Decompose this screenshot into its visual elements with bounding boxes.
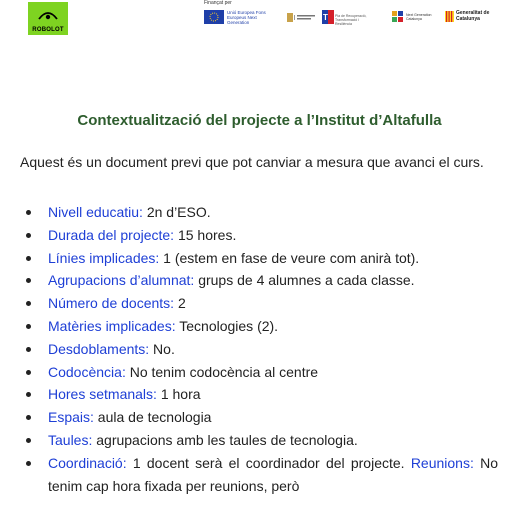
spain-government-logo-icon — [287, 13, 317, 22]
item-key: Coordinació: — [48, 454, 127, 471]
bullet-icon — [26, 461, 31, 466]
list-item — [20, 338, 498, 361]
list-item — [20, 292, 498, 315]
bullet-icon — [26, 210, 31, 215]
recovery-plan-logo-icon — [322, 10, 334, 24]
list-item — [20, 224, 498, 247]
list-item — [20, 361, 498, 384]
robolot-logo-text: ROBOLOT — [32, 27, 64, 33]
item-value: agrupacions amb les taules de tecnologia. — [92, 431, 358, 448]
item-key: Nivell educatiu: — [48, 204, 143, 220]
list-item — [20, 406, 498, 429]
svg-text:T: T — [323, 13, 328, 22]
robot-icon — [37, 5, 59, 23]
item-key: Taules: — [48, 431, 93, 448]
intro-paragraph: Aquest és un document previ que pot canviar a mesura que avanci el curs. — [20, 154, 484, 170]
generalitat-text: Generalitat de Catalunya — [456, 10, 490, 22]
eu-flag-icon — [204, 10, 224, 24]
item-key: Número de docents: — [48, 295, 175, 312]
bullet-icon — [26, 301, 31, 306]
robolot-logo — [28, 2, 68, 35]
bullet-icon — [26, 370, 31, 375]
bullet-icon — [26, 278, 31, 283]
item-key-secondary: Reunions: — [410, 454, 474, 471]
project-details-list — [20, 201, 498, 497]
list-item — [20, 452, 498, 498]
item-key: Línies implicades: — [48, 249, 160, 266]
list-item — [20, 383, 498, 406]
item-value: 1 (estem en fase de veure com anirà tot). — [159, 249, 420, 266]
item-key: Agrupacions d’alumnat: — [48, 272, 195, 289]
item-key: Espais: — [48, 409, 94, 426]
list-item — [20, 429, 498, 452]
bullet-icon — [26, 324, 31, 329]
header-logos — [0, 0, 519, 44]
bullet-icon — [26, 233, 31, 238]
item-key: Codocència: — [48, 363, 126, 380]
item-value-secondary: No tenim cap hora fixada per reunions, però — [48, 454, 498, 494]
item-value: grups de 4 alumnes a cada classe. — [194, 272, 415, 289]
bullet-icon — [26, 392, 31, 397]
next-generation-catalunya-logo-icon — [392, 11, 404, 22]
list-item — [20, 247, 498, 270]
recovery-plan-text: Pla de Recuperació, Transformació i Resiliència — [335, 14, 367, 26]
item-value: 2n d’ESO. — [142, 204, 211, 220]
item-value: aula de tecnologia — [93, 409, 212, 426]
item-key: Desdoblaments: — [48, 340, 150, 357]
generalitat-logo-icon — [445, 11, 454, 22]
bullet-icon — [26, 347, 31, 352]
bullet-icon — [26, 256, 31, 261]
next-generation-catalunya-text: Next Generation Catalunya — [406, 13, 432, 21]
item-key: Durada del projecte: — [48, 226, 175, 243]
item-value: 15 hores. — [174, 226, 237, 243]
item-value: No tenim codocència al centre — [125, 363, 319, 380]
funded-by-label: Finançat per — [204, 0, 232, 6]
item-value: Tecnologies (2). — [175, 317, 279, 334]
bullet-icon — [26, 415, 31, 420]
item-key: Hores setmanals: — [48, 386, 157, 403]
bullet-icon — [26, 438, 31, 443]
list-item — [20, 269, 498, 292]
page-title: Contextualització del projecte a l’Institut d’Altafulla — [77, 112, 442, 129]
item-value: 1 hora — [156, 386, 201, 403]
item-value: 1 docent serà el coordinador del projecte. — [126, 454, 411, 471]
item-value: No. — [149, 340, 175, 357]
list-item — [20, 315, 498, 338]
eu-funding-text: Unió Europea Fons Europeus Next Generation — [227, 10, 266, 25]
item-key: Matèries implicades: — [48, 317, 176, 334]
list-item — [20, 201, 498, 224]
item-value: 2 — [174, 295, 186, 312]
